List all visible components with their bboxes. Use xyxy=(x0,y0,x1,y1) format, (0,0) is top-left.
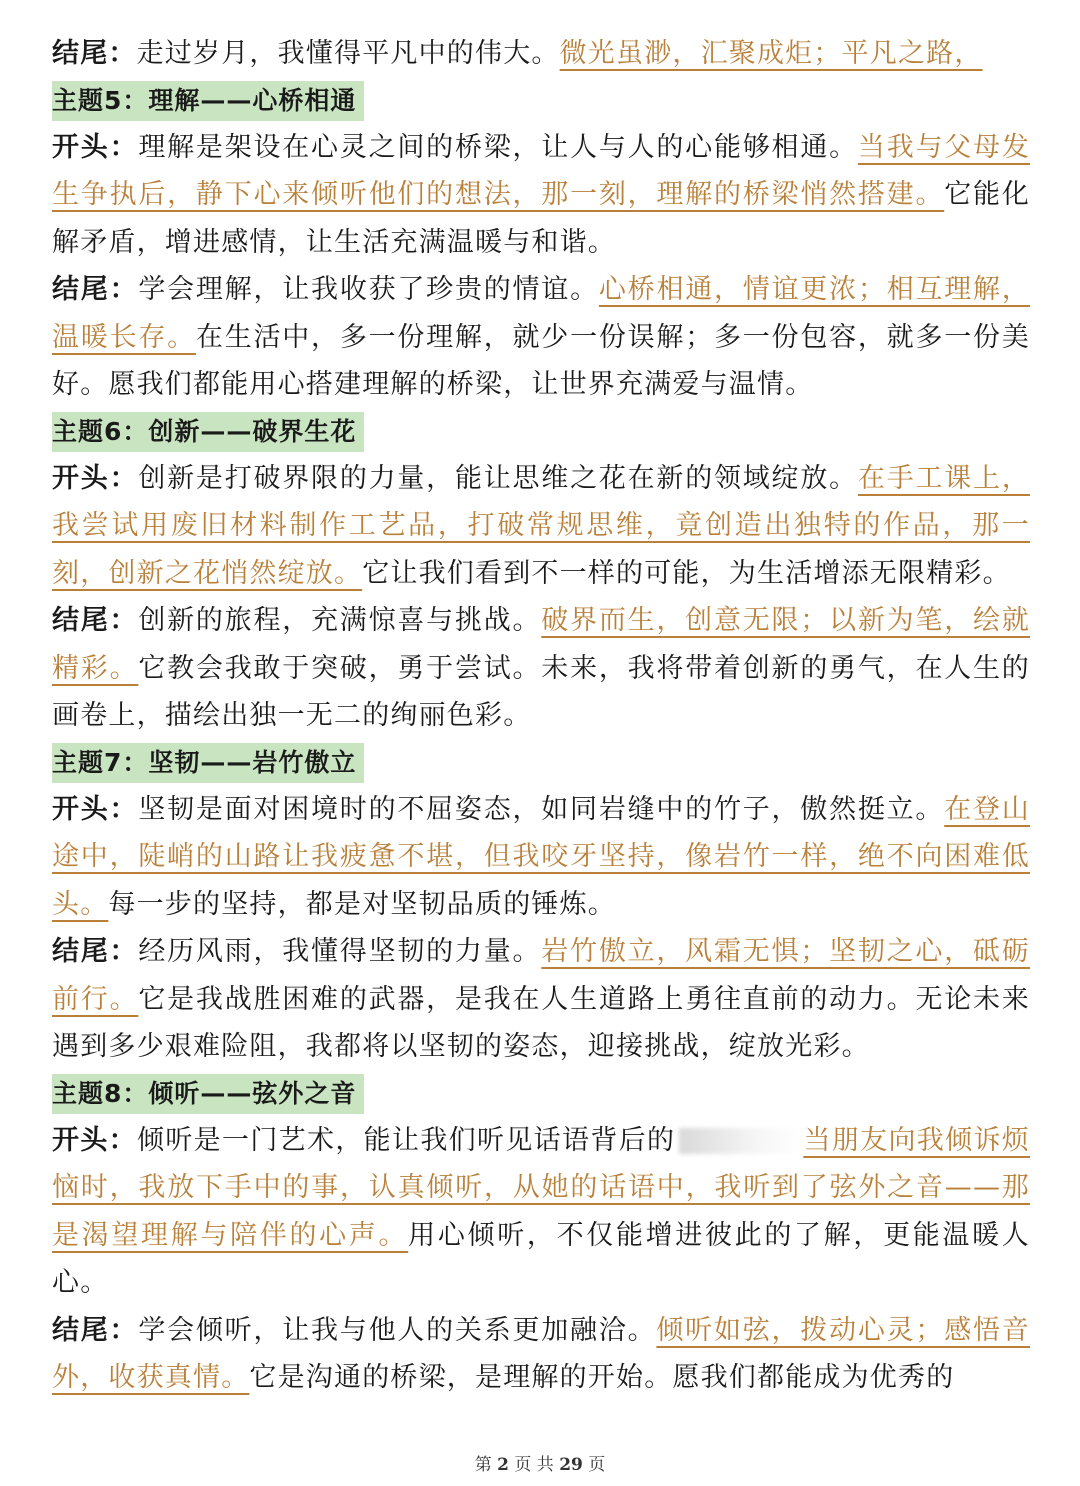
paragraph-text: 理解是架设在心灵之间的桥梁，让人与人的心能够相通。 xyxy=(138,131,858,163)
highlighted-sentence: 破界而生，创意无限；以新为笔，绘就精彩。 xyxy=(52,605,1030,684)
paragraph-text: 创新的旅程，充满惊喜与挑战。 xyxy=(138,605,542,636)
footer-suffix: 页 xyxy=(588,1455,606,1475)
paragraph-label: 结尾： xyxy=(52,1314,139,1346)
paragraph-text: 走过岁月，我懂得平凡中的伟大。 xyxy=(136,38,560,69)
paragraph-text-continued: 它能化解矛盾，增进感情，让生活充满温暖与和谐。 xyxy=(52,179,1030,258)
paragraph-text: 倾听是一门艺术，能让我们听见话语背后的 xyxy=(137,1124,676,1156)
highlighted-sentence: 倾听如弦，拨动心灵；感悟音外，收获真情。 xyxy=(52,1314,1030,1393)
paragraph-label: 开头： xyxy=(52,131,139,163)
topic-heading: 主题5：理解——心桥相通 xyxy=(52,81,364,121)
paragraph-text: 学会倾听，让我与他人的关系更加融洽。 xyxy=(138,1314,657,1346)
paragraph-text-continued: 它是我战胜困难的武器，是我在人生道路上勇往直前的动力。无论未来遇到多少艰难险阻，我都将以坚韧的姿态，迎接挑战，绽放光彩。 xyxy=(52,983,1031,1062)
paragraph xyxy=(52,455,1030,598)
paragraph-text-continued: 它让我们看到不一样的可能，为生活增添无限精彩。 xyxy=(362,557,1011,589)
topic-heading: 主题8：倾听——弦外之音 xyxy=(52,1074,364,1114)
paragraph xyxy=(52,30,1030,78)
footer-page-number: 2 xyxy=(497,1455,509,1475)
paragraph xyxy=(52,1307,1030,1402)
paragraph-text-continued: 在生活中，多一份理解，就少一份误解；多一份包容，就多一份美好。愿我们都能用心搭建理解的桥梁，让世界充满爱与温情。 xyxy=(52,321,1031,400)
paragraph-text: 经历风雨，我懂得坚韧的力量。 xyxy=(138,936,542,967)
paragraph xyxy=(52,266,1030,409)
topic-heading-row xyxy=(52,409,1030,455)
topic-heading-row xyxy=(52,78,1030,124)
highlighted-sentence: 在登山途中，陡峭的山路让我疲惫不堪，但我咬牙坚持，像岩竹一样，绝不向困难低头。 xyxy=(52,793,1030,920)
paragraph-text-continued: 用心倾听，不仅能增进彼此的了解，更能温暖人心。 xyxy=(52,1219,1030,1298)
paragraph-label: 结尾： xyxy=(52,274,139,305)
highlighted-sentence: 在手工课上，我尝试用废旧材料制作工艺品，打破常规思维，竟创造出独特的作品，那一刻，创新之花悄然绽放。 xyxy=(52,462,1031,589)
highlighted-sentence: 岩竹傲立，风霜无惧；坚韧之心，砥砺前行。 xyxy=(52,936,1030,1015)
paragraph-text-continued: 每一步的坚持，都是对坚韧品质的锤炼。 xyxy=(108,888,617,920)
paragraph-label: 开头： xyxy=(52,793,139,825)
topic-heading: 主题7：坚韧——岩竹傲立 xyxy=(52,743,364,783)
paragraph-label: 结尾： xyxy=(52,38,137,69)
page-footer xyxy=(0,1450,1080,1475)
paragraph-text: 坚韧是面对困境时的不屈姿态，如同岩缝中的竹子，傲然挺立。 xyxy=(138,793,945,825)
paragraph xyxy=(52,786,1030,929)
topic-heading-row xyxy=(52,1071,1030,1117)
highlighted-sentence: 心桥相通，情谊更浓；相互理解，温暖长存。 xyxy=(52,274,1031,353)
paragraph-label: 开头： xyxy=(52,1124,137,1156)
paragraph-text: 创新是打破界限的力量，能让思维之花在新的领域绽放。 xyxy=(138,462,858,494)
document-page xyxy=(52,30,1030,1402)
highlighted-sentence: 当我与父母发生争执后，静下心来倾听他们的想法，那一刻，理解的桥梁悄然搭建。 xyxy=(52,131,1031,210)
paragraph xyxy=(52,124,1030,267)
paragraph-label: 开头： xyxy=(52,462,139,494)
footer-middle: 页 共 xyxy=(514,1455,554,1475)
topic-heading: 主题6：创新——破界生花 xyxy=(52,412,364,452)
paragraph xyxy=(52,597,1030,740)
topic-heading-row xyxy=(52,740,1030,786)
paragraph-text-continued: 它是沟通的桥梁，是理解的开始。愿我们都能成为优秀的 xyxy=(249,1362,955,1393)
footer-prefix: 第 xyxy=(474,1455,492,1475)
paragraph-text: 学会理解，让我收获了珍贵的情谊。 xyxy=(138,274,599,305)
redacted-text xyxy=(679,1128,799,1154)
paragraph-label: 结尾： xyxy=(52,936,139,967)
paragraph-text-continued: 它教会我敢于突破，勇于尝试。未来，我将带着创新的勇气，在人生的画卷上，描绘出独一无二的绚丽色彩。 xyxy=(52,652,1031,731)
paragraph xyxy=(52,928,1030,1071)
paragraph-label: 结尾： xyxy=(52,605,139,636)
highlighted-sentence: 当朋友向我倾诉烦恼时，我放下手中的事，认真倾听，从她的话语中，我听到了弦外之音——那是渴望理解与陪伴的心声。 xyxy=(52,1124,1030,1251)
paragraph xyxy=(52,1117,1030,1307)
highlighted-sentence: 微光虽渺，汇聚成炬；平凡之路， xyxy=(559,38,983,69)
footer-total-pages: 29 xyxy=(559,1455,583,1475)
